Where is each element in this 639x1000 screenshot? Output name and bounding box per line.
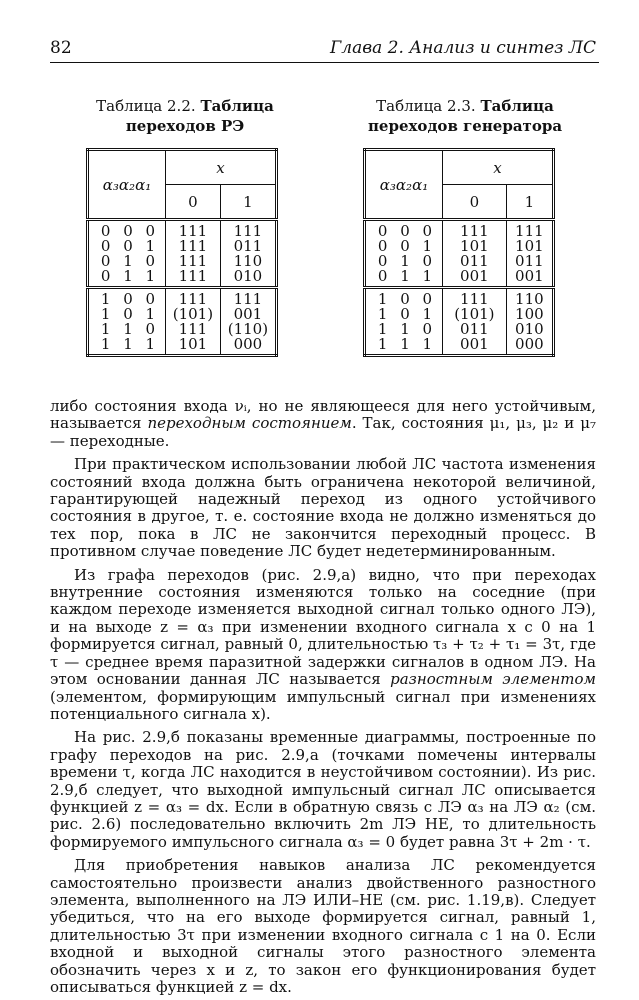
caption-number: Таблица 2.3.: [376, 97, 476, 115]
paragraph-1-text: либо состояния входа νᵢ, но не являющееся для него устойчивым, называется: [50, 397, 596, 433]
paragraph-5: Для приобретения навыков анализа ЛС рекомендуется самостоятельно произвести анализ двойственного разностного элемента, выполненного на ЛЭ ИЛИ–НЕ (см. рис. 1.19,в). Следует убедиться, что на его выходе формируется сигнал, равный 1, длительностью 3τ при изменении входного сигнала с 1 на 0. Если входной и выходной сигналы этого разностного элемента обозначить через x и z, то закон его функционирования будет описываться функцией z = dx.: [50, 856, 596, 996]
paragraph-2: При практическом использовании любой ЛС частота изменения состояний входа должна быть ограничена некоторой величиной, гарантирующей надежный переход из одного устойчивого состояния в другое, т. е. состояние входа не должно изменяться до тех пор, пока в ЛС не закончится переходный процесс. В противном случае поведение ЛС будет недетерминированным.: [50, 455, 596, 561]
next-state-x1: 110 100 010 000: [506, 288, 553, 356]
table-row-block: [88, 288, 277, 356]
transition-table-re: [86, 148, 278, 357]
caption-title-line2: переходов генератора: [367, 117, 563, 135]
next-state-x0: 111 (101) 111 101: [166, 288, 221, 356]
input-1-header: 1: [506, 185, 553, 220]
term-transitional-state: переходным состоянием: [147, 414, 352, 433]
paragraph-3-text: Из графа переходов (рис. 2.9,а) видно, что при переходах внутренние состояния изменяются только на соседние (при каждом переходе изменяется выходной сигнал только одного ЛЭ), и на выходе z = α₃ при изменении входного сигнала x с 0 на 1 формируется сигнал, равный 0, длительностью τ₃ + τ₂ + τ₁ = 3τ, где τ — среднее время паразитной задержки сигналов в одном ЛЭ. На этом основании данная ЛС называется: [50, 565, 596, 689]
state-cell: 0 0 0 0 0 1 0 1 0 0 1 1: [88, 220, 166, 288]
page-number: 82: [50, 38, 72, 58]
paragraph-1: [50, 398, 596, 450]
next-state-x0: 111 101 011 001: [443, 220, 507, 288]
paragraph-4: На рис. 2.9,б показаны временные диаграммы, построенные по графу переходов на рис. 2.9,а (точками помечены интервалы времени τ, когда ЛС находится в неустойчивом состоянии). Из рис. 2.9,б следует, что выходной импульсный сигнал ЛС описывается функцией z = α₃ = dx. Если в обратную связь с ЛЭ α₃ на ЛЭ α₂ (см. рис. 2.6) последовательно включить 2m ЛЭ НЕ, то длительность формируемого импульсного сигнала α₃ = 0 будет равна 3τ + 2m · τ.: [50, 728, 596, 851]
caption-title: Таблица: [200, 97, 274, 115]
next-state-x1: 111 011 110 010: [220, 220, 276, 288]
term-difference-element: разностным элементом: [390, 670, 596, 689]
state-cell: 1 0 0 1 0 1 1 1 0 1 1 1: [365, 288, 443, 356]
header-rule: [50, 62, 599, 63]
paragraph-3-end: (элементом, формирующим импульсный сигнал при изменениях потенциального сигнала x).: [50, 687, 596, 723]
body-text: [50, 398, 596, 996]
paragraph-1-end: . Так, состояния μ₁, μ₃, μ₂ и μ₇ — переходные.: [50, 414, 596, 450]
caption-title-line2: переходов РЭ: [125, 117, 245, 135]
input-x-header: x: [443, 150, 554, 185]
input-1-header: 1: [220, 185, 276, 220]
paragraph-3: [50, 567, 596, 724]
caption-number: Таблица 2.2.: [96, 97, 196, 115]
next-state-x1: 111 001 (110) 000: [220, 288, 276, 356]
input-0-header: 0: [443, 185, 507, 220]
input-0-header: 0: [166, 185, 221, 220]
state-column-header: α₃α₂α₁: [365, 150, 443, 220]
table-2-2-caption: [65, 96, 305, 136]
caption-title: Таблица: [480, 97, 554, 115]
table-row-block: [365, 288, 554, 356]
table-row-block: [365, 220, 554, 288]
state-cell: 0 0 0 0 0 1 0 1 0 0 1 1: [365, 220, 443, 288]
table-row-block: [88, 220, 277, 288]
transition-table-generator: [363, 148, 555, 357]
state-cell: 1 0 0 1 0 1 1 1 0 1 1 1: [88, 288, 166, 356]
next-state-x1: 111 101 011 001: [506, 220, 553, 288]
input-x-header: x: [166, 150, 277, 185]
next-state-x0: 111 (101) 011 001: [443, 288, 507, 356]
running-head: Глава 2. Анализ и синтез ЛС: [330, 38, 596, 58]
table-2-3-caption: [345, 96, 585, 136]
state-column-header: α₃α₂α₁: [88, 150, 166, 220]
next-state-x0: 111 111 111 111: [166, 220, 221, 288]
